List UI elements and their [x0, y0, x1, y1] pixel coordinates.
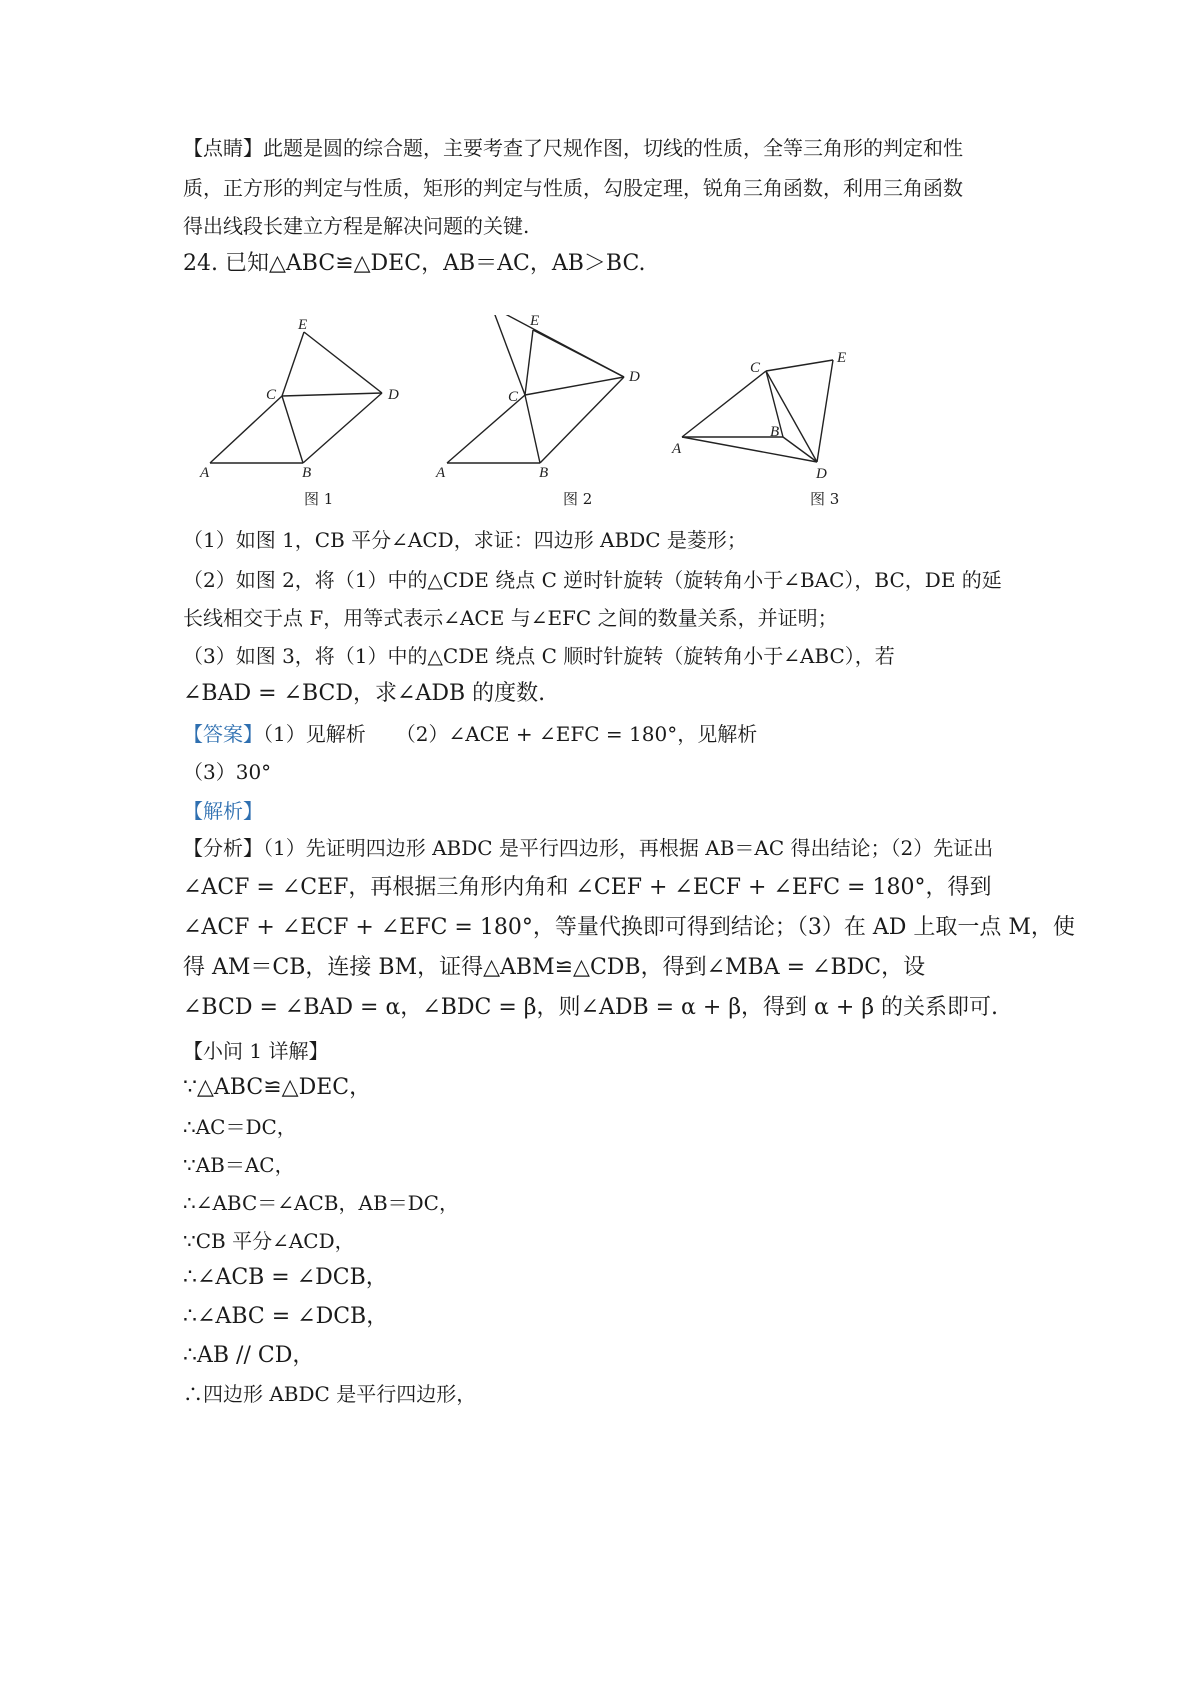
text-line: ∴AC＝DC，: [183, 1115, 297, 1139]
label-D: D: [388, 387, 399, 403]
figure-2: [435, 315, 640, 481]
question-24: 24. 已知△ABC≌△DEC，AB＝AC，AB＞BC.: [183, 251, 646, 276]
caption-figure-3: 图 3: [810, 490, 840, 508]
text-line: （3）如图 3，将（1）中的△CDE 绕点 C 顺时针旋转（旋转角小于∠ABC），若: [183, 644, 895, 668]
figure-3: [671, 350, 846, 482]
text-line: 长线相交于点 F，用等式表示∠ACE 与∠EFC 之间的数量关系，并证明；: [183, 606, 838, 630]
text-line: ∵AB＝AC，: [183, 1153, 295, 1177]
answer-text: （1）见解析 （2）∠ACE + ∠EFC = 180°，见解析: [263, 722, 758, 746]
label-C: C: [750, 360, 761, 376]
text-line: 【小问 1 详解】: [183, 1039, 329, 1063]
label-B: B: [302, 465, 312, 481]
text-line: ∴∠ABC = ∠DCB，: [183, 1304, 389, 1329]
label-D: D: [629, 369, 640, 385]
text-line: （2）如图 2，将（1）中的△CDE 绕点 C 逆时针旋转（旋转角小于∠BAC），BC，DE 的延: [183, 568, 1002, 592]
text-line: 得出线段长建立方程是解决问题的关键.: [183, 214, 530, 238]
label-B: B: [770, 424, 780, 440]
label-A: A: [672, 441, 682, 457]
text-line: ∴∠ACB = ∠DCB，: [183, 1265, 388, 1290]
text-line: ∴四边形 ABDC 是平行四边形，: [183, 1382, 477, 1406]
label-D: D: [816, 466, 827, 482]
text-line: ∴AB // CD，: [183, 1343, 315, 1368]
text-line: ∠ACF + ∠ECF + ∠EFC = 180°，等量代换即可得到结论；（3）在 AD 上取一点 M，使: [183, 915, 1075, 940]
text-line: 质，正方形的判定与性质，矩形的判定与性质，勾股定理，锐角三角函数，利用三角函数: [183, 176, 963, 200]
label-A: A: [200, 465, 210, 481]
text-line: ∠ACF = ∠CEF，再根据三角形内角和 ∠CEF + ∠ECF + ∠EFC = 180°，得到: [183, 875, 992, 900]
text-line: ∠BAD = ∠BCD，求∠ADB 的度数.: [183, 681, 546, 706]
caption-figure-1: 图 1: [304, 490, 334, 508]
text-line: ∵CB 平分∠ACD，: [183, 1229, 355, 1253]
label-E: E: [298, 317, 308, 333]
text-line: ∴∠ABC＝∠ACB，AB＝DC，: [183, 1191, 459, 1215]
label-E: E: [837, 350, 847, 366]
text-line: ∠BCD = ∠BAD = α，∠BDC = β，则∠ADB = α + β，得到 α + β 的关系即可.: [183, 995, 999, 1020]
text-line: ∵△ABC≌△DEC，: [183, 1075, 372, 1100]
answer-line: [183, 720, 757, 748]
label-A: A: [436, 465, 446, 481]
label-B: B: [539, 465, 549, 481]
caption-figure-2: 图 2: [563, 490, 593, 508]
figure-1: [199, 317, 399, 481]
answer-tag: 【答案】: [183, 722, 263, 746]
text-line: 得 AM＝CB，连接 BM，证得△ABM≌△CDB，得到∠MBA = ∠BDC，设: [183, 955, 926, 980]
text-line: （1）如图 1，CB 平分∠ACD，求证：四边形 ABDC 是菱形；: [183, 528, 747, 552]
label-C: C: [508, 389, 519, 405]
text-line: 【分析】（1）先证明四边形 ABDC 是平行四边形，再根据 AB＝AC 得出结论；（2）先证出: [183, 836, 994, 860]
label-C: C: [266, 387, 277, 403]
text-line: （3）30°: [183, 760, 272, 784]
label-E: E: [530, 315, 540, 329]
text-line: 【点睛】此题是圆的综合题，主要考查了尺规作图，切线的性质，全等三角形的判定和性: [183, 136, 963, 160]
analysis-tag: 【解析】: [183, 799, 263, 823]
